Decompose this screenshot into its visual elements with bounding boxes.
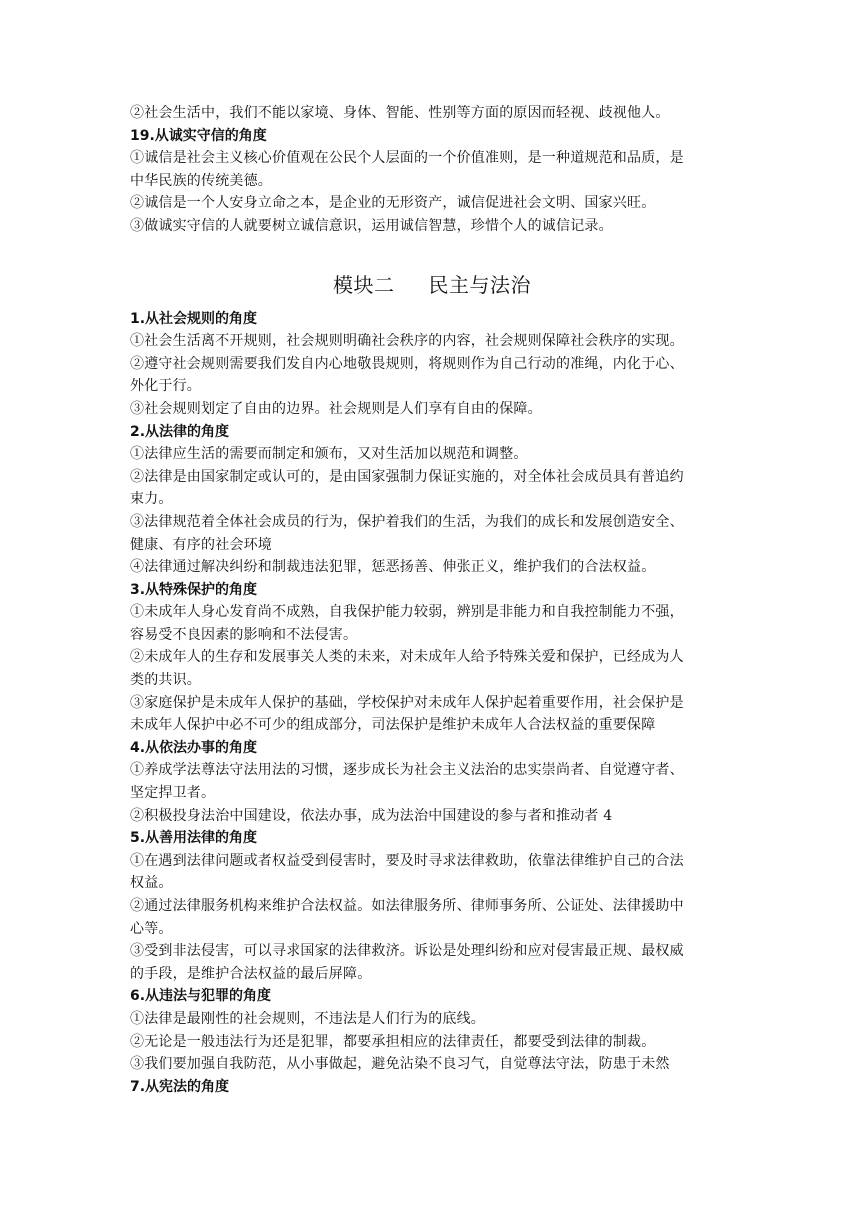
paragraph-line: ②法律是由国家制定或认可的，是由国家强制力保证实施的，对全体社会成员具有普追约 <box>130 468 684 485</box>
section-heading: 7.从宪法的角度 <box>130 1078 230 1095</box>
section-using-law <box>130 827 734 985</box>
paragraph-line: ③社会规则划定了自由的边界。社会规则是人们享有自由的保障。 <box>130 400 542 417</box>
section-lawful-conduct <box>130 737 734 827</box>
paragraph-line: ①法律应生活的需要而制定和颁布，又对生活加以规范和调整。 <box>130 446 528 463</box>
paragraph-line: ②通过法律服务机构来维护合法权益。如法律服务所、律师事务所、公证处、法律援助中 <box>130 898 684 914</box>
paragraph-line: ③我们要加强自我防范，从小事做起，避免沾染不良习气，自觉尊法守法，防患于未然 <box>130 1056 670 1073</box>
paragraph-line: 的手段，是维护合法权益的最后屏障。 <box>130 965 372 982</box>
paragraph-line: ②社会生活中，我们不能以家境、身体、智能、性别等方面的原因而轻视、歧视他人。 <box>130 105 670 121</box>
paragraph-line: ①诚信是社会主义核心价值观在公民个人层面的一个价值准则，是一种道规范和品质，是 <box>130 150 684 167</box>
paragraph-line: 容易受不良因素的影响和不法侵害。 <box>130 626 358 643</box>
paragraph-line: 中华民族的传统美德。 <box>130 172 272 189</box>
paragraph-line: ①未成年人身心发育尚不成熟，自我保护能力较弱，辨别是非能力和自我控制能力不强， <box>130 604 684 621</box>
section-violation-crime <box>130 985 734 1075</box>
section-social-rules <box>130 308 734 421</box>
module-title <box>130 270 734 300</box>
paragraph-line: ②积极投身法治中国建设，依法办事，成为法治中国建设的参与者和推动者 4 <box>130 807 613 824</box>
paragraph-line: ③做诚实守信的人就要树立诚信意识，运用诚信智慧，珍惜个人的诚信记录。 <box>130 217 613 234</box>
paragraph-line: ①养成学法尊法守法用法的习惯，逐步成长为社会主义法治的忠实崇尚者、自觉遵守者、 <box>130 762 684 779</box>
paragraph-line: ②未成年人的生存和发展事关人类的未来，对未成年人给予特殊关爱和保护，已经成为人 <box>130 649 684 666</box>
paragraph-line: ②诚信是一个人安身立命之本，是企业的无形资产，诚信促进社会文明、国家兴旺。 <box>130 195 656 212</box>
paragraph-line: 心等。 <box>130 920 173 937</box>
spacer <box>130 238 734 264</box>
paragraph-line: ③受到非法侵害，可以寻求国家的法律救济。诉讼是处理纠纷和应对侵害最正规、最权威 <box>130 943 684 960</box>
section-heading: 3.从特殊保护的角度 <box>130 581 258 598</box>
section-heading: 1.从社会规则的角度 <box>130 310 258 327</box>
section-heading: 6.从违法与犯罪的角度 <box>130 988 272 1005</box>
section-heading: 4.从依法办事的角度 <box>130 739 258 756</box>
paragraph-line: ①法律是最刚性的社会规则，不违法是人们行为的底线。 <box>130 1010 485 1027</box>
paragraph-line: 健康、有序的社会环境 <box>130 536 272 553</box>
paragraph-line: 未成年人保护中必不可少的组成部分，司法保护是维护未成年人合法权益的重要保障 <box>130 717 656 734</box>
paragraph-line: ①在遇到法律问题或者权益受到侵害时，要及时寻求法律救助，依靠法律维护自己的合法 <box>130 852 684 869</box>
section-heading: 5.从善用法律的角度 <box>130 830 258 847</box>
section-heading: 2.从法律的角度 <box>130 423 230 440</box>
paragraph-line: ③法律规范着全体社会成员的行为，保护着我们的生活，为我们的成长和发展创造安全、 <box>130 513 684 530</box>
paragraph-line: 束力。 <box>130 491 173 508</box>
paragraph-line: 坚定捍卫者。 <box>130 785 216 802</box>
paragraph-line: ②遵守社会规则需要我们发自内心地敬畏规则，将规则作为自己行动的准绳，内化于心、 <box>130 355 684 372</box>
section-law <box>130 421 734 579</box>
module-number: 模块二 <box>333 272 395 297</box>
paragraph-line: 外化于行。 <box>130 378 201 395</box>
section-heading: 19.从诚实守信的角度 <box>130 127 267 144</box>
paragraph-line: ①社会生活离不开规则，社会规则明确社会秩序的内容，社会规则保障社会秩序的实现。 <box>130 333 684 350</box>
paragraph-line: 类的共识。 <box>130 672 201 689</box>
module-name: 民主与法治 <box>428 272 531 297</box>
section-special-protection <box>130 579 734 737</box>
section-integrity <box>130 102 734 238</box>
section-constitution <box>130 1076 734 1099</box>
paragraph-line: ②无论是一般违法行为还是犯罪，都要承担相应的法律责任，都要受到法律的制裁。 <box>130 1033 656 1050</box>
paragraph-line: ③家庭保护是未成年人保护的基础，学校保护对未成年人保护起着重要作用，社会保护是 <box>130 694 684 711</box>
paragraph-line: 权益。 <box>130 875 173 892</box>
paragraph-line: ④法律通过解决纠纷和制裁违法犯罪，惩恶扬善、伸张正义，维护我们的合法权益。 <box>130 559 656 576</box>
